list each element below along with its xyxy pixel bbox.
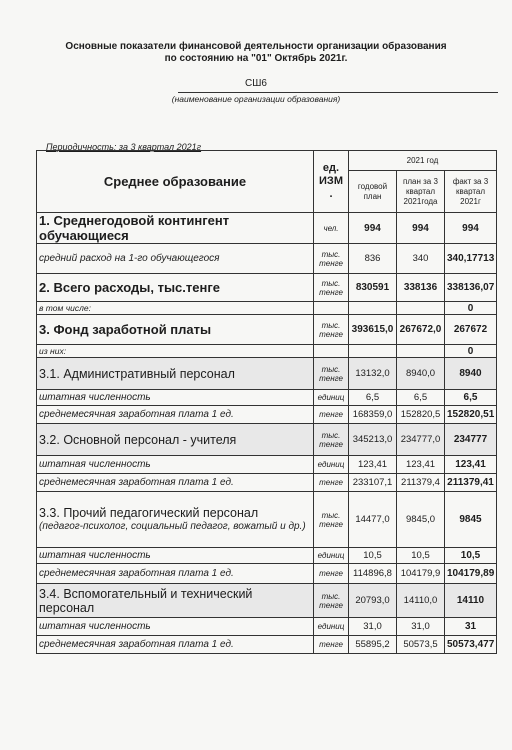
row-unit [314, 345, 349, 358]
annual-plan-value: 168359,0 [349, 406, 397, 424]
quarter-plan-value: 9845,0 [397, 492, 445, 548]
row-label: средний расход на 1-го обучающегося [37, 244, 314, 274]
annual-plan-value: 114896,8 [349, 564, 397, 584]
annual-plan-value: 994 [349, 213, 397, 244]
row-label: штатная численность [37, 390, 314, 406]
row-unit: тенге [314, 636, 349, 654]
header-quarter-plan: план за 3 квартал 2021года [397, 171, 445, 213]
row-unit: тыс. тенге [314, 315, 349, 345]
quarter-plan-value: 14110,0 [397, 584, 445, 618]
annual-plan-value: 20793,0 [349, 584, 397, 618]
annual-plan-value: 393615,0 [349, 315, 397, 345]
quarter-fact-value: 14110 [445, 584, 497, 618]
annual-plan-value: 123,41 [349, 456, 397, 474]
row-label: 2. Всего расходы, тыс.тенге [37, 274, 314, 302]
row-sublabel: (педагог-психолог, социальный педагог, вожатый и др.) [39, 521, 306, 532]
annual-plan-value: 13132,0 [349, 358, 397, 390]
row-label: 1. Среднегодовой контингент обучающиеся [37, 213, 314, 244]
row-label: среднемесячная заработная плата 1 ед. [37, 636, 314, 654]
header-year: 2021 год [349, 151, 497, 171]
financial-indicators-table [36, 150, 497, 654]
row-unit: тыс. тенге [314, 492, 349, 548]
annual-plan-value: 31,0 [349, 618, 397, 636]
quarter-plan-value: 123,41 [397, 456, 445, 474]
annual-plan-value: 233107,1 [349, 474, 397, 492]
quarter-plan-value: 6,5 [397, 390, 445, 406]
quarter-plan-value: 31,0 [397, 618, 445, 636]
row-label: штатная численность [37, 618, 314, 636]
row-unit: тыс. тенге [314, 584, 349, 618]
row-unit: единиц [314, 618, 349, 636]
quarter-plan-value: 104179,9 [397, 564, 445, 584]
organization-underline [178, 92, 498, 93]
row-label: из них: [37, 345, 314, 358]
quarter-fact-value: 10,5 [445, 548, 497, 564]
row-label: 3.1. Административный персонал [37, 358, 314, 390]
quarter-plan-value: 267672,0 [397, 315, 445, 345]
quarter-plan-value: 10,5 [397, 548, 445, 564]
row-label: штатная численность [37, 456, 314, 474]
row-label: среднемесячная заработная плата 1 ед. [37, 564, 314, 584]
row-label: 3.4. Вспомогательный и технический персонал [37, 584, 314, 618]
document-title-line1: Основные показатели финансовой деятельности организации образования [65, 41, 447, 52]
row-unit: чел. [314, 213, 349, 244]
quarter-fact-value: 234777 [445, 424, 497, 456]
quarter-plan-value: 338136 [397, 274, 445, 302]
row-unit: тенге [314, 406, 349, 424]
row-label: 3.2. Основной персонал - учителя [37, 424, 314, 456]
quarter-fact-value: 50573,477 [445, 636, 497, 654]
row-label: в том числе: [37, 302, 314, 315]
row-label: 3.3. Прочий педагогический персонал [39, 506, 259, 520]
annual-plan-value: 14477,0 [349, 492, 397, 548]
quarter-fact-value: 0 [445, 302, 497, 315]
row-unit: тыс. тенге [314, 424, 349, 456]
row-label: 3. Фонд заработной платы [37, 315, 314, 345]
header-unit: ед. ИЗМ . [314, 151, 349, 213]
annual-plan-value: 830591 [349, 274, 397, 302]
row-unit: единиц [314, 548, 349, 564]
quarter-plan-value: 152820,5 [397, 406, 445, 424]
row-unit: единиц [314, 456, 349, 474]
quarter-plan-value: 211379,4 [397, 474, 445, 492]
quarter-fact-value: 123,41 [445, 456, 497, 474]
quarter-plan-value: 8940,0 [397, 358, 445, 390]
organization-caption: (наименование организации образования) [171, 94, 341, 104]
row-unit: тыс. тенге [314, 358, 349, 390]
row-unit: тенге [314, 474, 349, 492]
quarter-fact-value: 8940 [445, 358, 497, 390]
quarter-plan-value: 994 [397, 213, 445, 244]
header-annual-plan: годовой план [349, 171, 397, 213]
annual-plan-value: 345213,0 [349, 424, 397, 456]
quarter-fact-value: 338136,07 [445, 274, 497, 302]
header-quarter-fact: факт за 3 квартал 2021г [445, 171, 497, 213]
quarter-fact-value: 994 [445, 213, 497, 244]
periodicity-label: Периодичность: за 3 квартал 2021г [46, 142, 202, 152]
row-unit [314, 302, 349, 315]
annual-plan-value: 10,5 [349, 548, 397, 564]
organization-name: СШ6 [245, 78, 267, 89]
annual-plan-value: 6,5 [349, 390, 397, 406]
quarter-fact-value: 152820,51 [445, 406, 497, 424]
annual-plan-value [349, 345, 397, 358]
quarter-fact-value: 211379,41 [445, 474, 497, 492]
quarter-fact-value: 267672 [445, 315, 497, 345]
annual-plan-value: 55895,2 [349, 636, 397, 654]
quarter-fact-value: 340,17713 [445, 244, 497, 274]
annual-plan-value: 836 [349, 244, 397, 274]
quarter-plan-value [397, 345, 445, 358]
row-unit: тенге [314, 564, 349, 584]
row-label: штатная численность [37, 548, 314, 564]
quarter-plan-value [397, 302, 445, 315]
quarter-fact-value: 31 [445, 618, 497, 636]
quarter-plan-value: 340 [397, 244, 445, 274]
row-unit: тыс. тенге [314, 274, 349, 302]
row-unit: тыс. тенге [314, 244, 349, 274]
header-section-title: Среднее образование [37, 151, 314, 213]
quarter-fact-value: 6,5 [445, 390, 497, 406]
quarter-plan-value: 234777,0 [397, 424, 445, 456]
annual-plan-value [349, 302, 397, 315]
row-label: среднемесячная заработная плата 1 ед. [37, 474, 314, 492]
quarter-fact-value: 0 [445, 345, 497, 358]
quarter-fact-value: 9845 [445, 492, 497, 548]
row-label-cell [37, 492, 314, 548]
quarter-plan-value: 50573,5 [397, 636, 445, 654]
row-unit: единиц [314, 390, 349, 406]
row-label: среднемесячная заработная плата 1 ед. [37, 406, 314, 424]
quarter-fact-value: 104179,89 [445, 564, 497, 584]
document-title-line2: по состоянию на "01" Октябрь 2021г. [164, 53, 348, 64]
